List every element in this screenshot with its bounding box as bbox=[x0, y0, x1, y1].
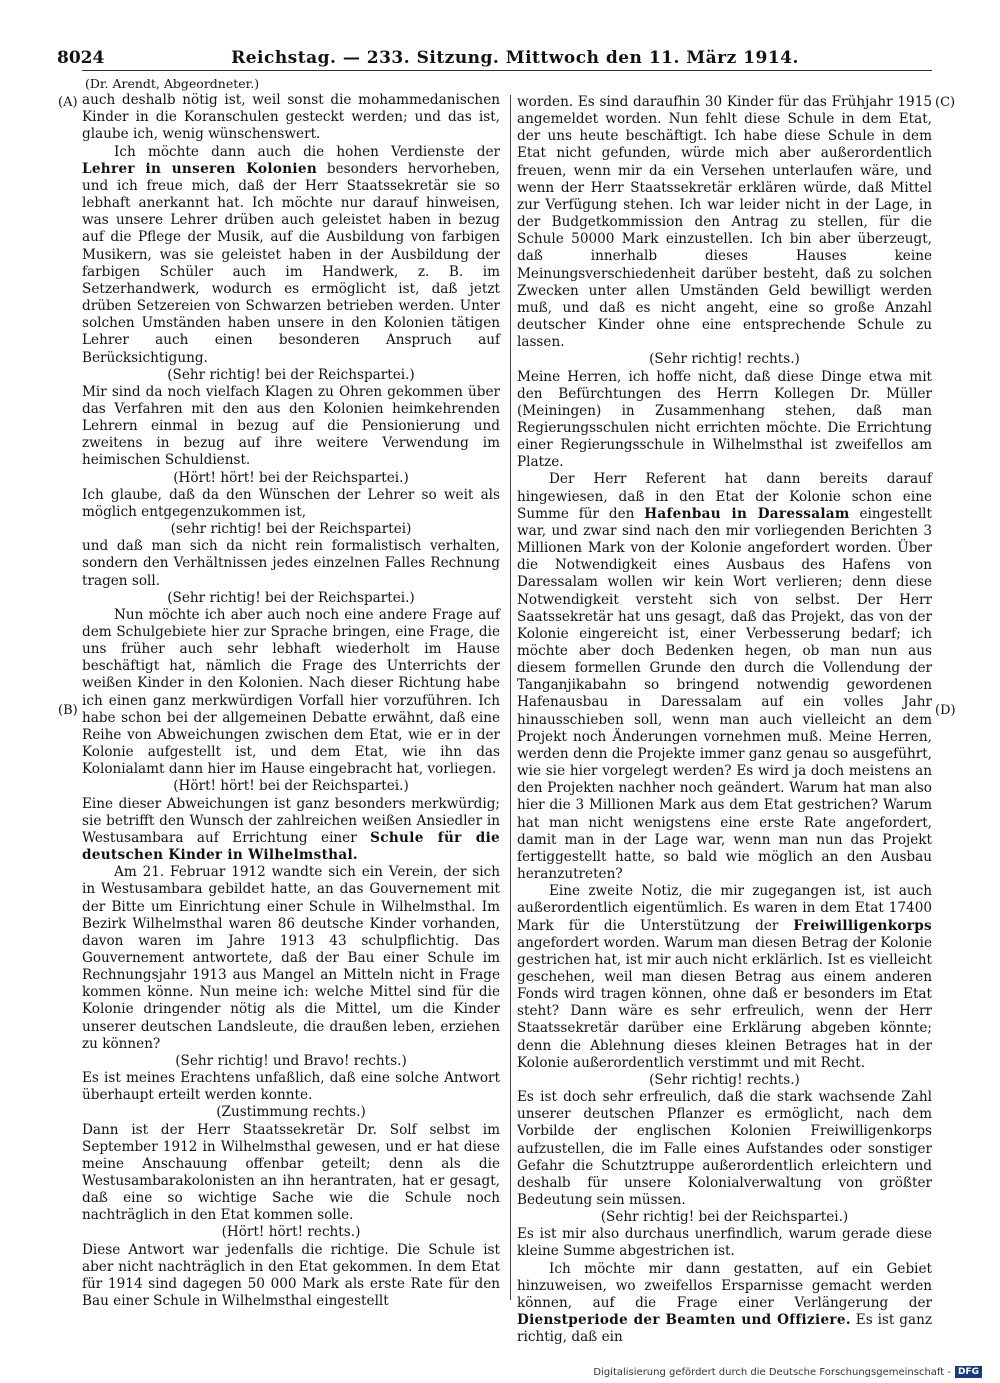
interjection: (Sehr richtig! bei der Reichspartei.) bbox=[167, 366, 415, 383]
paragraph: Ich glaube, daß da den Wünschen der Lehrer so weit als möglich entgegenzukommen ist, bbox=[82, 486, 500, 520]
speaker-label: (Dr. Arendt, Abgeordneter.) bbox=[85, 76, 260, 91]
paragraph: worden. Es sind daraufhin 30 Kinder für das Frühjahr 1915 angemeldet worden. Nun fehlt diese Schule in dem Etat, der uns heute beschäftigt. Ich habe diese Schule in dem Etat nicht gefunden, würde mich aber außerordentlich freuen, wenn mir da ein Versehen unterlaufen wäre, und wenn der Herr Staatssekretär erklären würde, daß Mittel zur Verfügung stehen. Ich war leider nicht in der Lage, in der Budgetkommission den Antrag zu stellen, für die Schule 50000 Mark einzustellen. Ich bin aber überzeugt, daß innerhalb dieses Hauses keine Meinungsverschiedenheit darüber besteht, daß zu solchen Zwecken unter allen Umständen Geld bewilligt werden muß, und daß es nicht angeht, eine so große Anzahl deutscher Kinder ohne eine entsprechende Schule zu lassen. bbox=[517, 94, 932, 351]
margin-mark-a: (A) bbox=[58, 95, 78, 110]
interjection: (Sehr richtig! bei der Reichspartei.) bbox=[167, 589, 415, 606]
paragraph: Es ist mir also durchaus unerfindlich, warum gerade diese kleine Summe abgestrichen ist. bbox=[517, 1226, 932, 1260]
right-column bbox=[517, 94, 932, 1346]
interjection: (Sehr richtig! rechts.) bbox=[649, 351, 800, 368]
emphasis-heading: Schule für die deutschen Kinder in Wilhelmsthal. bbox=[82, 829, 500, 864]
paragraph: und daß man sich da nicht rein formalistisch verhalten, sondern den Verhältnissen jedes einzelnen Falles Rechnung tragen soll. bbox=[82, 538, 500, 589]
emphasis-heading: Dienstperiode der Beamten und Offiziere. bbox=[517, 1312, 851, 1329]
digitization-credit bbox=[593, 1366, 982, 1378]
emphasis-heading: Hafenbau in Daressalam bbox=[644, 505, 850, 522]
paragraph: Es ist doch sehr erfreulich, daß die stark wachsende Zahl unserer deutschen Pflanzer es ermöglicht, nach dem Vorbilde der englischen Kolonien Freiwilligenkorps aufzustellen, die im Falle eines Aufstandes oder sonstiger Gefahr die Schutztruppe außerordentlich erleichtern und deshalb für unsere Kolonialverwaltung von größter Bedeutung sein müssen. bbox=[517, 1089, 932, 1208]
paragraph: Eine dieser Abweichungen ist ganz besonders merkwürdig; sie betrifft den Wunsch der zahlreichen weißen Ansiedler in Westusambara auf Errichtung einer Schule für die deutschen Kinder in Wilhelmsthal. bbox=[82, 795, 500, 864]
left-column bbox=[82, 75, 500, 1310]
margin-mark-b: (B) bbox=[58, 703, 78, 718]
paragraph: Es ist meines Erachtens unfaßlich, daß eine solche Antwort überhaupt erteilt werden konnte. bbox=[82, 1070, 500, 1104]
paragraph: Ich möchte mir dann gestatten, auf ein Gebiet hinzuweisen, wo zweifellos Ersparnisse gemacht werden können, auf die Frage einer Verlängerung der Dienstperiode der Beamten und Offiziere. Es ist ganz richtig, daß ein bbox=[517, 1260, 932, 1346]
credit-text: Digitalisierung gefördert durch die Deutsche Forschungsgemeinschaft - bbox=[593, 1367, 951, 1378]
paragraph: Mir sind da noch vielfach Klagen zu Ohren gekommen über das Verfahren mit den aus den Kolonien heimkehrenden Lehrern einmal in bezug auf die Pensionierung und zweitens in bezug auf ihre weitere Verwendung im heimischen Schuldienst. bbox=[82, 383, 500, 469]
margin-mark-d: (D) bbox=[935, 703, 956, 718]
paragraph: Der Herr Referent hat dann bereits darauf hingewiesen, daß in den Etat der Kolonie schon eine Summe für den Hafenbau in Daressalam eingestellt war, und zwar sind nach den mir vorliegenden Berichten 3 Millionen Mark von der Kolonie angefordert worden. Über die Notwendigkeit eines Ausbaus des Hafens von Daressalam wollen wir kein Wort verlieren; denn diese Notwendigkeit versteht sich von selbst. Der Herr Saatssekretär hat uns gesagt, daß das Projekt, das von der Kolonie eingereicht ist, einer Verbesserung bedarf; ich möchte aber doch Bedenken hegen, ob man nun aus diesem formellen Grunde den durch die Vollendung der Tanganjikabahn so bringend notwendig gewordenen Hafenausbau in Daressalam auf ein volles Jahr hinausschieben soll, wenn man auch vielleicht an dem Projekt noch Änderungen vornehmen muß. Meine Herren, werden denn die Projekte immer ganz genau so ausgeführt, wie sie hier vorgelegt werden? Es wird ja doch meistens an den Projekten nachher noch geändert. Warum hat man also hier die 3 Millionen Mark aus dem Etat gestrichen? Warum hat man nicht wenigstens eine erste Rate angefordert, damit man in der Lage war, wenn man nun das Projekt fertiggestellt hatte, so bald wie möglich an den Ausbau heranzutreten? bbox=[517, 471, 932, 883]
margin-mark-c: (C) bbox=[935, 95, 956, 110]
paragraph: Ich möchte dann auch die hohen Verdienste der Lehrer in unseren Kolonien besonders hervorheben, und ich freue mich, daß der Herr Staatssekretär sie so lebhaft anerkannt hat. Ich möchte nur darauf hinweisen, was unsere Lehrer drüben auch geleistet haben in bezug auf die Pflege der Musik, auf die Ausbildung von farbigen Musikern, was sie geleistet haben in der Ausbildung der farbigen Schüler auch im Handwerk, z. B. im Setzerhandwerk, wodurch es ermöglicht ist, daß jetzt drüben Setzereien von Schwarzen betrieben werden. Unter solchen Umständen haben unsere in den Kolonien tätigen Lehrer auch einen besonderen Anspruch auf Berücksichtigung. bbox=[82, 143, 501, 366]
emphasis-heading: Lehrer in unseren Kolonien bbox=[82, 160, 318, 177]
emphasis-heading: Freiwilligenkorps bbox=[793, 917, 932, 934]
paragraph: Dann ist der Herr Staatssekretär Dr. Solf selbst im September 1912 in Wilhelmsthal gewesen, und er hat diese meine Anschauung offenbar geteilt; denn als die Westusambarakolonisten an ihn herantraten, hat er gesagt, daß eine so wichtige Sache wie die Schule noch nachträglich in den Etat kommen solle. bbox=[82, 1121, 500, 1224]
interjection: (sehr richtig! bei der Reichspartei) bbox=[170, 521, 412, 538]
paragraph: Am 21. Februar 1912 wandte sich ein Verein, der sich in Westusambara gebildet hatte, an das Gouvernement mit der Bitte um Einrichtung einer Schule in Wilhelmsthal. Im Bezirk Wilhelmsthal waren 86 deutsche Kinder vorhanden, davon waren im Jahre 1913 43 schulpflichtig. Das Gouvernement antwortete, daß der Bau einer Schule im Rechnungsjahr 1913 aus Mangel an Mitteln nicht in Frage kommen könne. Nun meine ich: welche Mittel sind für die Kolonie dringender nötig als die Mittel, um die Kinder unserer deutschen Landsleute, die draußen leben, erziehen zu können? bbox=[82, 864, 500, 1052]
paragraph: Nun möchte ich aber auch noch eine andere Frage auf dem Schulgebiete hier zur Sprache bringen, eine Frage, die uns früher auch sehr lebhaft wiederholt im Hause beschäftigt hat, nämlich die Frage des Unterrichts der weißen Kinder in den Kolonien. Nach dieser Richtung habe ich einen ganz merkwürdigen Vorfall hier vorzuführen. Ich habe schon bei der allgemeinen Debatte erwähnt, daß eine Reihe von Abweichungen zwischen dem Etat, wie er in der Kolonie aufgestellt ist, und dem Etat, wie ihn das Kolonialamt dann hier im Hause eingebracht hat, vorliegen. bbox=[82, 606, 500, 778]
paragraph: Diese Antwort war jedenfalls die richtige. Die Schule ist aber nicht nachträglich in den Etat gekommen. In dem Etat für 1914 sind dagegen 50 000 Mark als erste Rate für den Bau einer Schule in Wilhelmsthal eingestellt bbox=[82, 1241, 500, 1310]
paragraph: Meine Herren, ich hoffe nicht, daß diese Dinge etwa mit den Befürchtungen des Herrn Kollegen Dr. Müller (Meiningen) in Zusammenhang stehen, daß man Regierungsschulen nicht errichten möchte. Die Errichtung einer Regierungsschule in Wilhelmsthal ist zweifellos am Platze. bbox=[517, 368, 932, 471]
paragraph: Eine zweite Notiz, die mir zugegangen ist, ist auch außerordentlich eigentümlich. Es waren in dem Etat 17400 Mark für die Unterstützung der Freiwilligenkorps angefordert worden. Warum man diesen Betrag der Kolonie gestrichen hat, ist mir auch nicht erklärlich. Ist es vielleicht geschehen, weil man diesen Betrag aus einem anderen Fonds wird tragen können, ohne daß er besonders im Etat steht? Dann wäre es sehr erfreulich, wenn der Herr Staatssekretär darüber eine Erklärung abgeben könnte; denn die Ablehnung dieses kleinen Betrages hat in der Kolonie außerordentlich verstimmt und mit Recht. bbox=[517, 883, 932, 1071]
interjection: (Zustimmung rechts.) bbox=[216, 1104, 366, 1121]
page-number: 8024 bbox=[57, 48, 105, 68]
interjection: (Sehr richtig! und Bravo! rechts.) bbox=[175, 1052, 407, 1069]
column-divider bbox=[510, 95, 511, 1300]
header-rule bbox=[82, 70, 932, 71]
running-title: Reichstag. — 233. Sitzung. Mittwoch den 11. März 1914. bbox=[231, 48, 799, 68]
interjection: (Hört! hört! rechts.) bbox=[221, 1224, 361, 1241]
interjection: (Sehr richtig! rechts.) bbox=[649, 1071, 800, 1088]
interjection: (Hört! hört! bei der Reichspartei.) bbox=[173, 469, 409, 486]
interjection: (Hört! hört! bei der Reichspartei.) bbox=[173, 778, 409, 795]
interjection: (Sehr richtig! bei der Reichspartei.) bbox=[600, 1209, 849, 1226]
paragraph: auch deshalb nötig ist, weil sonst die mohammedanischen Kinder in die Koranschulen gesteckt werden; und das ist, glaube ich, wenig wünschenswert. bbox=[82, 92, 500, 143]
dfg-logo: DFG bbox=[955, 1366, 982, 1378]
